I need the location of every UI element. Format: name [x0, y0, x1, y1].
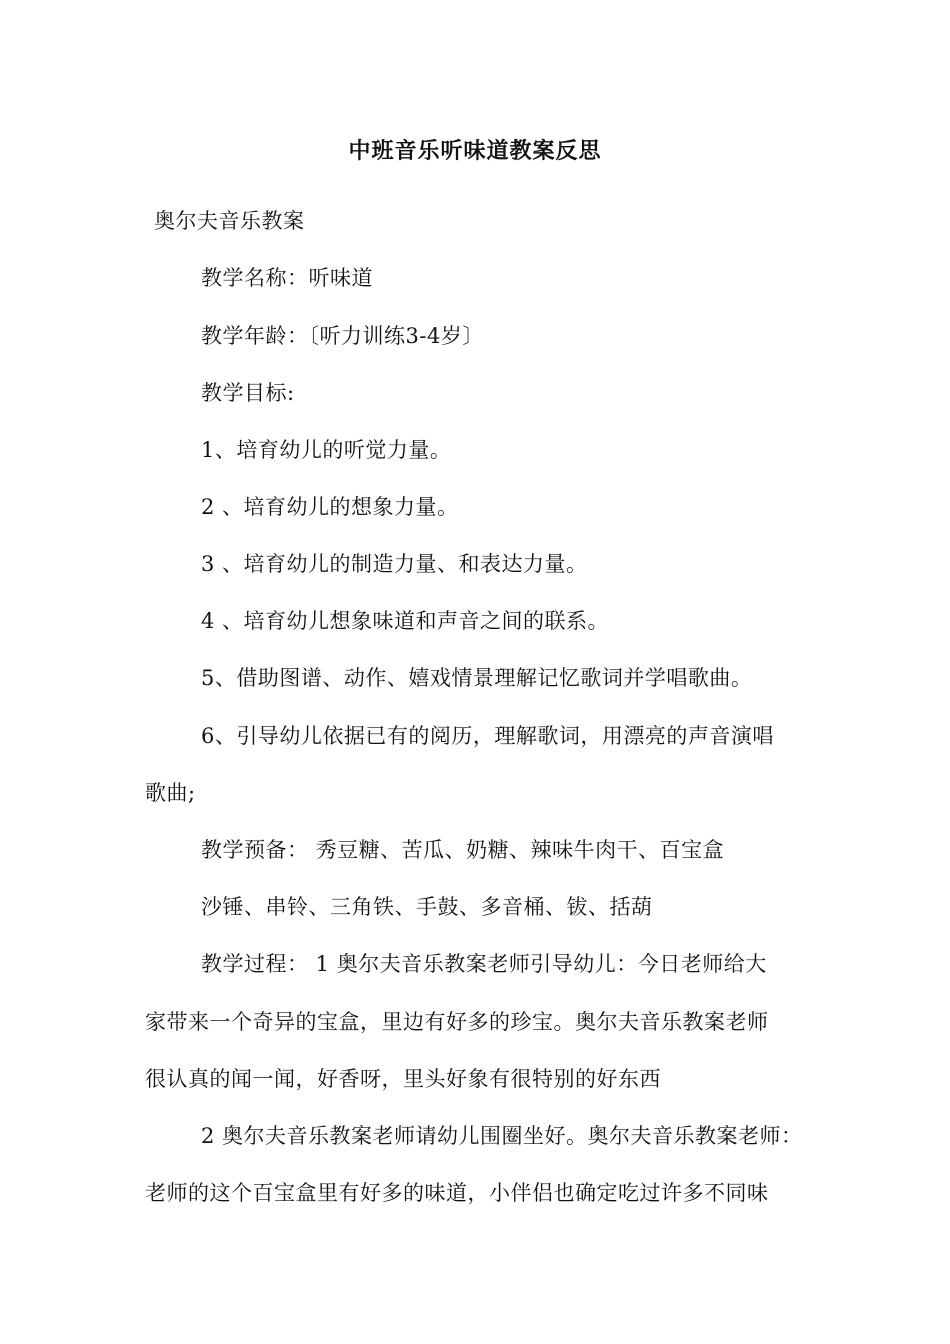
text-line: 5、借助图谱、动作、嬉戏情景理解记忆歌词并学唱歌曲。	[201, 666, 753, 690]
text-line: 歌曲;	[145, 781, 196, 805]
text-line: 老师的这个百宝盒里有好多的味道，小伴侣也确定吃过许多不同味	[145, 1181, 769, 1205]
text-line: 沙锤、串铃、三角铁、手鼓、多音桶、钹、括葫	[201, 895, 653, 919]
text-line: 6、引导幼儿依据已有的阅历，理解歌词，用漂亮的声音演唱	[201, 724, 774, 748]
document-title: 中班音乐听味道教案反思	[348, 138, 602, 164]
text-line: 教学名称：听味道	[201, 266, 373, 290]
text-line: 很认真的闻一闻，好香呀，里头好象有很特别的好东西	[145, 1067, 661, 1091]
text-line: 教学预备： 秀豆糖、苦瓜、奶糖、辣味牛肉干、百宝盒	[201, 838, 725, 862]
text-line: 2 、培育幼儿的想象力量。	[201, 495, 459, 519]
text-line: 3 、培育幼儿的制造力量、和表达力量。	[201, 552, 588, 576]
text-line: 教学目标:	[201, 381, 295, 405]
text-line: 教学年龄：〔听力训练3-4岁〕	[201, 324, 484, 348]
text-line: 4 、培育幼儿想象味道和声音之间的联系。	[201, 609, 610, 633]
text-line: 家带来一个奇异的宝盒，里边有好多的珍宝。奥尔夫音乐教案老师	[145, 1010, 769, 1034]
subtitle-line: 奥尔夫音乐教案	[154, 209, 305, 233]
text-line: 教学过程： 1 奥尔夫音乐教案老师引导幼儿：今日老师给大	[201, 952, 767, 976]
text-line: 2 奥尔夫音乐教案老师请幼儿围圈坐好。奥尔夫音乐教案老师：	[201, 1124, 803, 1148]
text-line: 1、培育幼儿的听觉力量。	[201, 438, 452, 462]
